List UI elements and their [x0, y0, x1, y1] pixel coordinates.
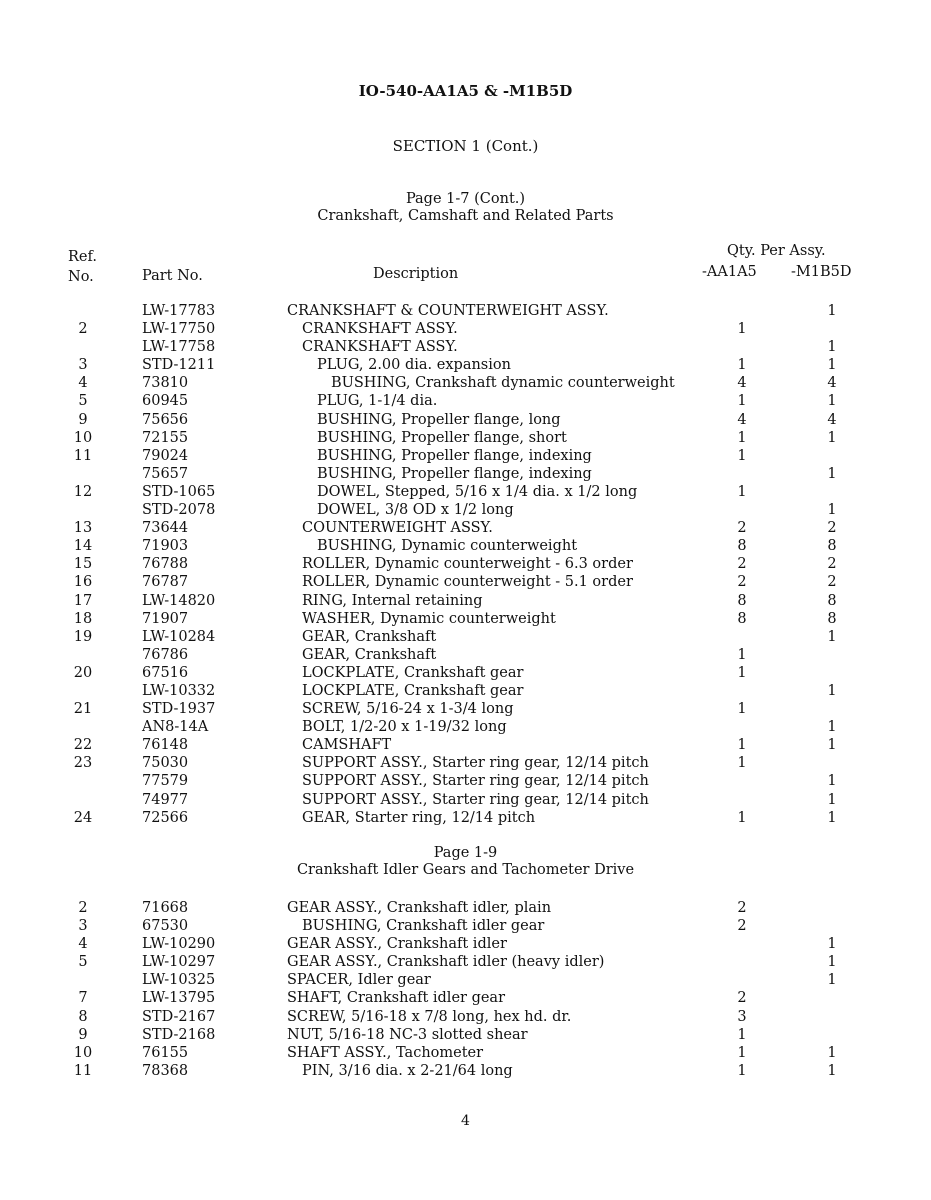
ref-no: 2 [78, 900, 88, 916]
document-title: IO-540-AA1A5 & -M1B5D [358, 82, 573, 100]
part-no: AN8-14A [142, 719, 209, 736]
description: ROLLER, Dynamic counterweight - 5.1 order [302, 574, 633, 591]
description: RING, Internal retaining [302, 592, 483, 609]
part-no: LW-10297 [142, 954, 216, 971]
part-no: 76788 [142, 556, 189, 573]
ref-no: 19 [73, 628, 93, 645]
qty-aa1a5: 8 [737, 610, 747, 627]
qty-aa1a5: 8 [737, 538, 747, 555]
qty-m1b5d: 8 [827, 592, 837, 609]
description: SUPPORT ASSY., Starter ring gear, 12/14 pitch [302, 791, 649, 808]
section1-page-ref: Page 1-7 (Cont.) [405, 191, 526, 207]
qty-m1b5d: 4 [827, 411, 837, 428]
description: BUSHING, Crankshaft dynamic counterweight [331, 375, 675, 392]
description: SHAFT, Crankshaft idler gear [287, 990, 506, 1007]
table-row [0, 392, 931, 410]
ref-no: 9 [78, 411, 88, 428]
qty-m1b5d: 1 [827, 682, 837, 699]
qty-aa1a5: 1 [737, 447, 747, 464]
qty-aa1a5: 1 [737, 755, 747, 772]
part-no: 74977 [142, 791, 189, 808]
table-row [0, 628, 931, 646]
part-no: LW-10332 [142, 682, 216, 699]
ref-no: 3 [78, 357, 88, 374]
section2-title: Crankshaft Idler Gears and Tachometer Drive [296, 862, 635, 878]
table-row [0, 374, 931, 392]
part-no: STD-1211 [142, 357, 216, 374]
qty-aa1a5: 1 [737, 809, 747, 826]
ref-no: 12 [73, 483, 93, 500]
description: SUPPORT ASSY., Starter ring gear, 12/14 pitch [302, 773, 649, 790]
col-header-no: No. [68, 269, 94, 285]
qty-m1b5d: 2 [827, 574, 837, 591]
part-no: 78368 [142, 1062, 189, 1079]
ref-no: 4 [78, 936, 88, 953]
qty-m1b5d: 1 [827, 628, 837, 645]
part-no: 71903 [142, 538, 189, 555]
description: BUSHING, Crankshaft idler gear [302, 918, 545, 935]
ref-no: 16 [73, 574, 93, 591]
qty-aa1a5: 2 [737, 900, 747, 916]
ref-no: 10 [73, 429, 93, 446]
part-no: 71668 [142, 900, 189, 916]
ref-no: 9 [78, 1026, 88, 1043]
table-row [0, 809, 931, 827]
description: BUSHING, Dynamic counterweight [317, 538, 578, 555]
qty-m1b5d: 1 [827, 393, 837, 410]
part-no: 75030 [142, 755, 189, 772]
table-row [0, 555, 931, 573]
table-row [0, 519, 931, 537]
qty-aa1a5: 1 [737, 1044, 747, 1061]
ref-no: 18 [73, 610, 93, 627]
ref-no: 14 [73, 538, 93, 555]
ref-no: 2 [78, 321, 88, 338]
qty-m1b5d: 1 [827, 429, 837, 446]
part-no: 73644 [142, 520, 189, 537]
ref-no: 23 [73, 755, 93, 772]
description: PLUG, 2.00 dia. expansion [317, 357, 511, 374]
table-row [0, 447, 931, 465]
ref-no: 11 [73, 1062, 93, 1079]
part-no: 71907 [142, 610, 189, 627]
table-row [0, 1026, 931, 1044]
ref-no: 13 [73, 520, 93, 537]
section-heading: SECTION 1 (Cont.) [392, 137, 539, 155]
qty-aa1a5: 1 [737, 357, 747, 374]
description: LOCKPLATE, Crankshaft gear [302, 682, 524, 699]
col-header-description: Description [373, 266, 459, 282]
part-no: LW-10325 [142, 972, 216, 989]
description: BUSHING, Propeller flange, indexing [317, 465, 592, 482]
description: SUPPORT ASSY., Starter ring gear, 12/14 pitch [302, 755, 649, 772]
table-row [0, 411, 931, 429]
description: GEAR ASSY., Crankshaft idler [287, 936, 507, 953]
qty-aa1a5: 1 [737, 664, 747, 681]
col-header-ref: Ref. [68, 249, 97, 265]
qty-aa1a5: 2 [737, 918, 747, 935]
description: COUNTERWEIGHT ASSY. [302, 520, 493, 537]
part-no: LW-17750 [142, 321, 216, 338]
ref-no: 8 [78, 1008, 88, 1025]
table-row [0, 899, 931, 917]
parts-table-section2 [0, 899, 931, 1080]
qty-aa1a5: 1 [737, 646, 747, 663]
part-no: STD-1065 [142, 483, 216, 500]
qty-aa1a5: 2 [737, 520, 747, 537]
description: PIN, 3/16 dia. x 2-21/64 long [302, 1062, 513, 1079]
table-row [0, 592, 931, 610]
qty-aa1a5: 1 [737, 737, 747, 754]
qty-aa1a5: 1 [737, 701, 747, 718]
qty-m1b5d: 1 [827, 954, 837, 971]
ref-no: 15 [73, 556, 93, 573]
qty-m1b5d: 1 [827, 737, 837, 754]
section1-title: Crankshaft, Camshaft and Related Parts [317, 208, 614, 224]
description: GEAR, Starter ring, 12/14 pitch [302, 809, 536, 826]
ref-no: 17 [73, 592, 93, 609]
ref-no: 22 [73, 737, 93, 754]
ref-no: 3 [78, 918, 88, 935]
qty-aa1a5: 1 [737, 393, 747, 410]
qty-aa1a5: 2 [737, 990, 747, 1007]
qty-aa1a5: 1 [737, 429, 747, 446]
part-no: STD-2167 [142, 1008, 216, 1025]
table-row [0, 320, 931, 338]
qty-m1b5d: 1 [827, 303, 837, 319]
table-row [0, 935, 931, 953]
part-no: LW-14820 [142, 592, 216, 609]
description: CRANKSHAFT ASSY. [302, 321, 458, 338]
col-header-aa1a5: -AA1A5 [702, 264, 757, 280]
ref-no: 4 [78, 375, 88, 392]
table-row [0, 356, 931, 374]
table-row [0, 1062, 931, 1080]
description: WASHER, Dynamic counterweight [302, 610, 556, 627]
ref-no: 5 [78, 393, 88, 410]
qty-m1b5d: 1 [827, 809, 837, 826]
part-no: 72155 [142, 429, 189, 446]
table-row [0, 700, 931, 718]
ref-no: 7 [78, 990, 88, 1007]
qty-m1b5d: 1 [827, 773, 837, 790]
part-no: 60945 [142, 393, 189, 410]
table-row [0, 646, 931, 664]
table-row [0, 429, 931, 447]
part-no: LW-13795 [142, 990, 216, 1007]
part-no: 76787 [142, 574, 189, 591]
ref-no: 20 [73, 664, 93, 681]
part-no: LW-17783 [142, 303, 216, 319]
qty-m1b5d: 1 [827, 719, 837, 736]
qty-aa1a5: 1 [737, 321, 747, 338]
description: BUSHING, Propeller flange, short [317, 429, 567, 446]
description: GEAR ASSY., Crankshaft idler, plain [287, 900, 552, 916]
table-row [0, 736, 931, 754]
qty-m1b5d: 1 [827, 1044, 837, 1061]
table-row [0, 917, 931, 935]
part-no: LW-10284 [142, 628, 216, 645]
description: CRANKSHAFT ASSY. [302, 339, 458, 356]
description: GEAR, Crankshaft [302, 646, 437, 663]
description: CRANKSHAFT & COUNTERWEIGHT ASSY. [287, 303, 609, 319]
description: LOCKPLATE, Crankshaft gear [302, 664, 524, 681]
qty-aa1a5: 3 [737, 1008, 747, 1025]
table-row [0, 664, 931, 682]
description: GEAR ASSY., Crankshaft idler (heavy idler) [287, 954, 605, 971]
table-row [0, 501, 931, 519]
description: BOLT, 1/2-20 x 1-19/32 long [302, 719, 507, 736]
qty-m1b5d: 1 [827, 339, 837, 356]
table-row [0, 573, 931, 591]
table-row [0, 465, 931, 483]
part-no: LW-17758 [142, 339, 216, 356]
qty-m1b5d: 2 [827, 520, 837, 537]
description: CAMSHAFT [302, 737, 392, 754]
ref-no: 24 [73, 809, 93, 826]
part-no: 76148 [142, 737, 189, 754]
part-no: 76155 [142, 1044, 189, 1061]
table-row [0, 772, 931, 790]
table-row [0, 989, 931, 1007]
description: PLUG, 1-1/4 dia. [317, 393, 438, 410]
description: SCREW, 5/16-18 x 7/8 long, hex hd. dr. [287, 1008, 572, 1025]
table-row [0, 754, 931, 772]
part-no: 67530 [142, 918, 189, 935]
qty-aa1a5: 8 [737, 592, 747, 609]
table-row [0, 610, 931, 628]
qty-aa1a5: 1 [737, 483, 747, 500]
qty-m1b5d: 1 [827, 1062, 837, 1079]
qty-aa1a5: 1 [737, 1062, 747, 1079]
ref-no: 5 [78, 954, 88, 971]
table-row [0, 338, 931, 356]
table-row [0, 1044, 931, 1062]
qty-m1b5d: 1 [827, 357, 837, 374]
table-row [0, 718, 931, 736]
qty-m1b5d: 1 [827, 791, 837, 808]
col-header-m1b5d: -M1B5D [791, 264, 852, 280]
qty-aa1a5: 1 [737, 1026, 747, 1043]
part-no: 79024 [142, 447, 189, 464]
table-row [0, 483, 931, 501]
qty-aa1a5: 2 [737, 556, 747, 573]
table-row [0, 537, 931, 555]
part-no: 67516 [142, 664, 189, 681]
description: ROLLER, Dynamic counterweight - 6.3 order [302, 556, 633, 573]
description: SHAFT ASSY., Tachometer [287, 1044, 484, 1061]
description: GEAR, Crankshaft [302, 628, 437, 645]
qty-aa1a5: 4 [737, 375, 747, 392]
table-row [0, 1008, 931, 1026]
part-no: 76786 [142, 646, 189, 663]
table-row [0, 791, 931, 809]
part-no: 73810 [142, 375, 189, 392]
description: NUT, 5/16-18 NC-3 slotted shear [287, 1026, 528, 1043]
ref-no: 11 [73, 447, 93, 464]
part-no: STD-1937 [142, 701, 216, 718]
part-no: 75656 [142, 411, 189, 428]
part-no: 75657 [142, 465, 189, 482]
part-no: STD-2078 [142, 502, 216, 519]
col-header-qty: Qty. Per Assy. [727, 243, 826, 259]
qty-m1b5d: 2 [827, 556, 837, 573]
table-row [0, 971, 931, 989]
ref-no: 21 [73, 701, 93, 718]
qty-m1b5d: 1 [827, 502, 837, 519]
qty-m1b5d: 8 [827, 538, 837, 555]
qty-m1b5d: 1 [827, 972, 837, 989]
part-no: STD-2168 [142, 1026, 216, 1043]
description: DOWEL, 3/8 OD x 1/2 long [317, 502, 514, 519]
table-row [0, 953, 931, 971]
description: SPACER, Idler gear [287, 972, 431, 989]
ref-no: 10 [73, 1044, 93, 1061]
part-no: 72566 [142, 809, 189, 826]
description: DOWEL, Stepped, 5/16 x 1/4 dia. x 1/2 long [317, 483, 638, 500]
table-row [0, 302, 931, 320]
table-row [0, 682, 931, 700]
qty-m1b5d: 4 [827, 375, 837, 392]
qty-aa1a5: 2 [737, 574, 747, 591]
description: BUSHING, Propeller flange, long [317, 411, 561, 428]
part-no: LW-10290 [142, 936, 216, 953]
description: SCREW, 5/16-24 x 1-3/4 long [302, 701, 514, 718]
col-header-part-no: Part No. [142, 268, 203, 284]
page-number: 4 [461, 1113, 470, 1129]
description: BUSHING, Propeller flange, indexing [317, 447, 592, 464]
qty-aa1a5: 4 [737, 411, 747, 428]
qty-m1b5d: 8 [827, 610, 837, 627]
parts-table-section1 [0, 302, 931, 827]
qty-m1b5d: 1 [827, 465, 837, 482]
section2-page-ref: Page 1-9 [433, 845, 498, 861]
qty-m1b5d: 1 [827, 936, 837, 953]
part-no: 77579 [142, 773, 189, 790]
